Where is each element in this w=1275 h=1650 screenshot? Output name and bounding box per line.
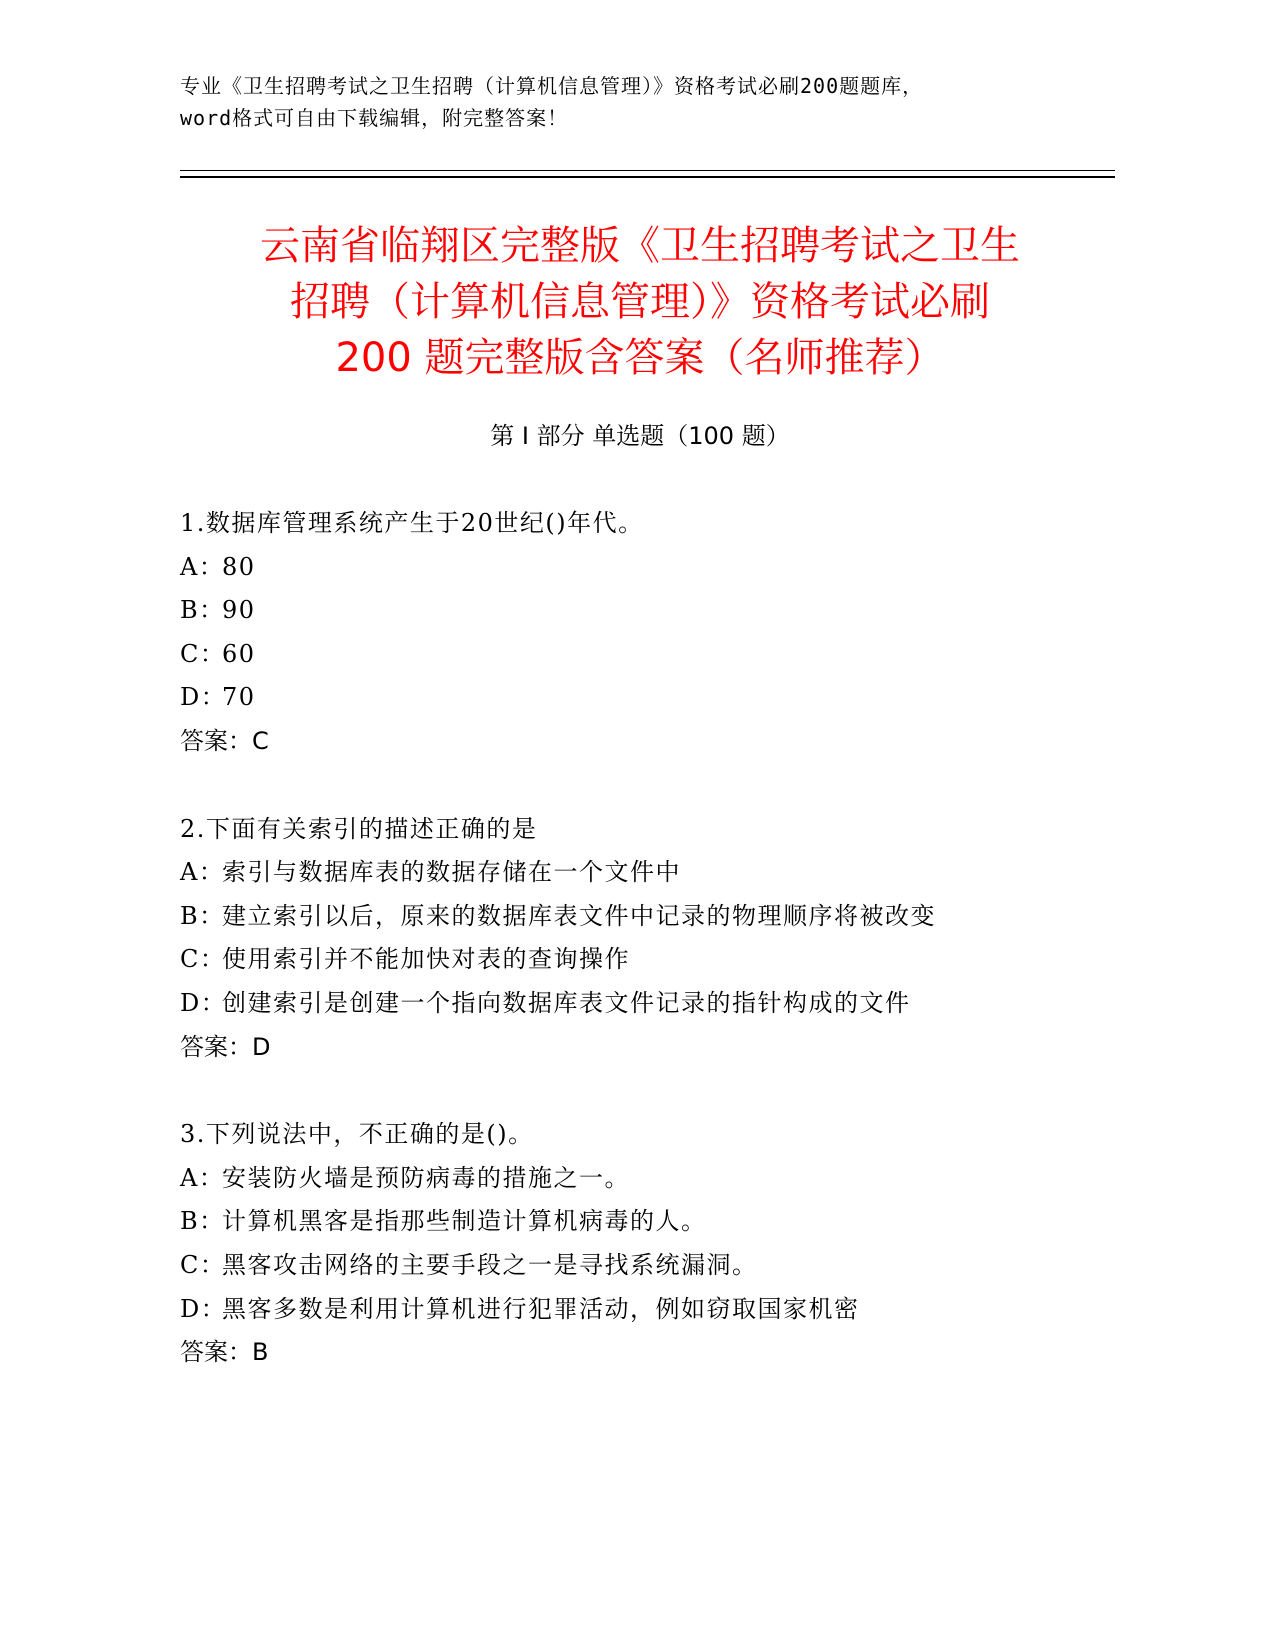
question-1: [180, 502, 1110, 764]
option-c: [180, 633, 1110, 677]
option-b: [180, 1200, 1110, 1244]
option-text: 使用索引并不能加快对表的查询操作: [222, 945, 630, 974]
option-key: D：: [180, 1294, 227, 1323]
header-note: [180, 70, 1110, 134]
title-line-2: 招聘（计算机信息管理）》资格考试必刷: [290, 279, 990, 325]
option-text: 建立索引以后，原来的数据库表文件中记录的物理顺序将被改变: [222, 901, 936, 930]
option-text: 计算机黑客是指那些制造计算机病毒的人。: [222, 1207, 707, 1236]
question-stem: 1.数据库管理系统产生于20世纪()年代。: [180, 509, 644, 537]
option-a: [180, 546, 1110, 590]
option-key: B：: [180, 901, 225, 930]
option-text: 黑客多数是利用计算机进行犯罪活动，例如窃取国家机密: [222, 1294, 860, 1323]
option-key: A：: [180, 858, 225, 887]
option-c: [180, 1244, 1110, 1288]
option-text: 70: [222, 683, 256, 712]
section-heading: 第 I 部分 单选题（100 题）: [490, 422, 790, 450]
option-key: A：: [180, 552, 225, 581]
option-text: 90: [222, 596, 256, 625]
option-c: [180, 938, 1110, 982]
document-title: [180, 218, 1100, 386]
option-text: 创建索引是创建一个指向数据库表文件记录的指针构成的文件: [222, 988, 911, 1017]
answer-line: 答案：C: [180, 726, 269, 755]
option-d: [180, 982, 1110, 1026]
title-line-1: 云南省临翔区完整版《卫生招聘考试之卫生: [260, 223, 1020, 269]
option-key: C：: [180, 639, 226, 668]
option-a: [180, 851, 1110, 895]
answer-line: 答案：D: [180, 1032, 271, 1061]
header-note-line-2: word格式可自由下载编辑，附完整答案！: [180, 106, 569, 130]
question-stem: 3.下列说法中，不正确的是()。: [180, 1120, 534, 1149]
answer-line: 答案：B: [180, 1338, 269, 1367]
option-text: 80: [222, 552, 256, 581]
question-stem: 2.下面有关索引的描述正确的是: [180, 814, 538, 843]
question-list: [180, 502, 1110, 1419]
option-text: 60: [222, 639, 256, 668]
option-key: A：: [180, 1163, 225, 1192]
option-a: [180, 1157, 1110, 1201]
option-key: B：: [180, 596, 225, 625]
option-key: D：: [180, 683, 227, 712]
question-2: [180, 808, 1110, 1070]
option-text: 黑客攻击网络的主要手段之一是寻找系统漏洞。: [222, 1250, 758, 1279]
option-b: [180, 895, 1110, 939]
option-key: C：: [180, 1250, 226, 1279]
option-d: [180, 1288, 1110, 1332]
title-line-3: 200 题完整版含答案（名师推荐）: [335, 335, 945, 381]
header-note-line-1: 专业《卫生招聘考试之卫生招聘（计算机信息管理）》资格考试必刷200题题库，: [180, 74, 924, 98]
option-text: 索引与数据库表的数据存储在一个文件中: [222, 858, 681, 887]
option-key: D：: [180, 988, 227, 1017]
option-d: [180, 676, 1110, 720]
question-3: [180, 1113, 1110, 1375]
option-b: [180, 589, 1110, 633]
option-text: 安装防火墙是预防病毒的措施之一。: [222, 1163, 630, 1192]
option-key: B：: [180, 1207, 225, 1236]
header-divider-thick: [180, 176, 1115, 178]
option-key: C：: [180, 945, 226, 974]
header-divider-thin: [180, 170, 1115, 171]
